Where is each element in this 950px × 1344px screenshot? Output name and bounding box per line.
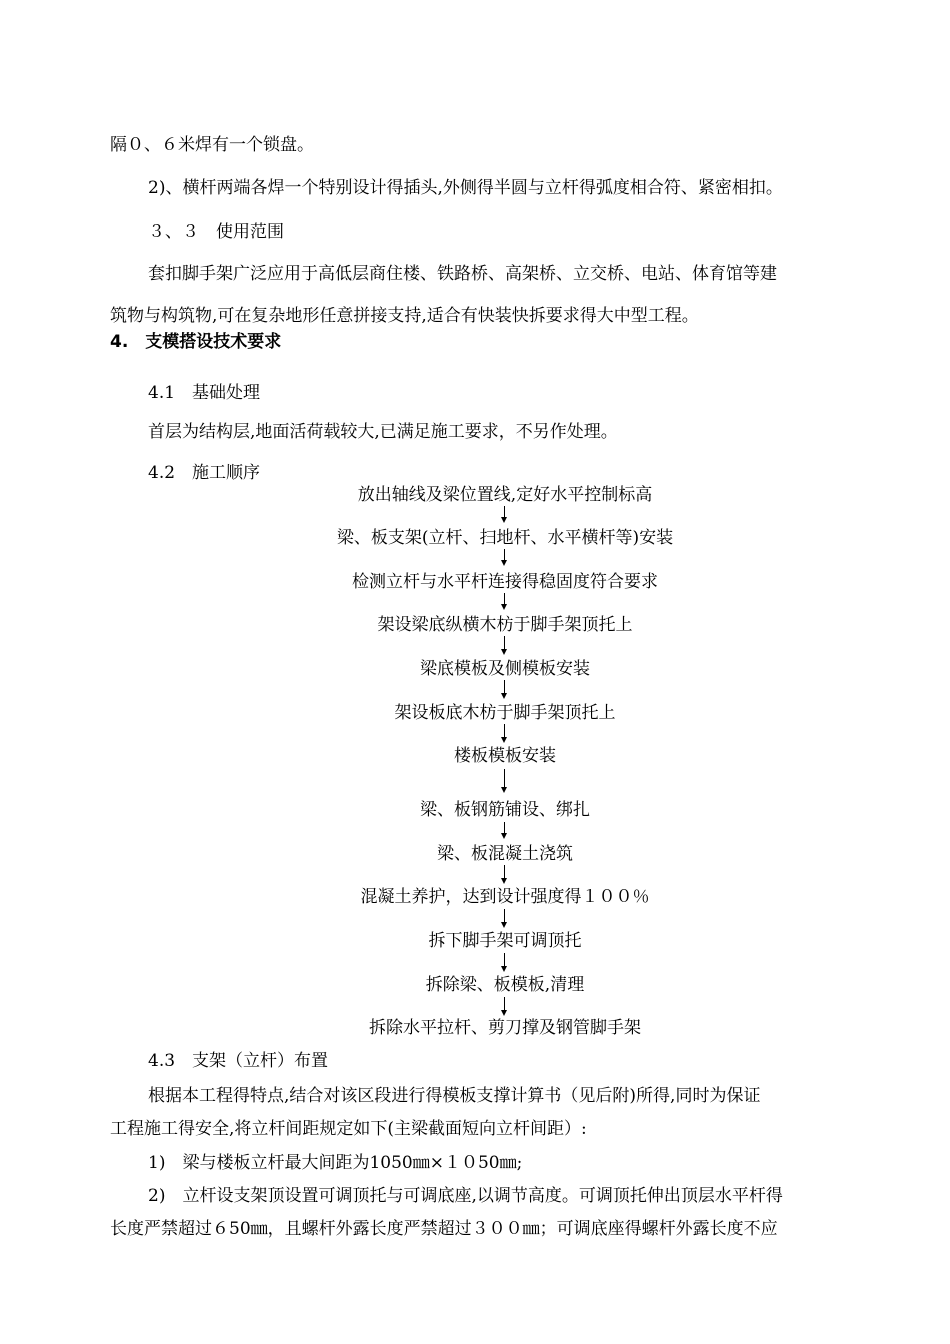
section-4-1-title: 4.1 基础处理 (148, 383, 261, 403)
flow-arrow (504, 909, 506, 928)
paragraph-foundation: 首层为结构层,地面活荷载较大,已满足施工要求，不另作处理。 (148, 422, 618, 442)
paragraph-crossbar-plug: 2)、横杆两端各焊一个特别设计得插头,外侧得半圆与立杆得弧度相合符、紧密相扣。 (148, 178, 783, 198)
list-item-1: 1) 梁与楼板立杆最大间距为1050㎜×１０50㎜; (148, 1153, 523, 1173)
paragraph-application-line2: 筑物与构筑物,可在复杂地形任意拼接支持,适合有快装快拆要求得大中型工程。 (110, 306, 699, 326)
flow-step: 梁、板混凝土浇筑 (437, 844, 573, 864)
flow-step: 架设梁底纵横木枋于脚手架顶托上 (377, 615, 633, 635)
flow-step: 检测立杆与水平杆连接得稳固度符合要求 (352, 572, 658, 592)
flow-step: 放出轴线及梁位置线,定好水平控制标高 (357, 485, 653, 505)
paragraph-spacing-line2: 工程施工得安全,将立杆间距规定如下(主梁截面短向立杆间距）: (110, 1119, 587, 1139)
flow-arrow (504, 865, 506, 884)
flow-arrow (504, 822, 506, 839)
flow-arrow (504, 953, 506, 972)
flow-arrow (504, 636, 506, 655)
flow-step: 拆下脚手架可调顶托 (428, 931, 582, 951)
flow-arrow (504, 680, 506, 699)
section-4-2-title: 4.2 施工顺序 (148, 463, 261, 483)
list-item-2-line2: 长度严禁超过６50㎜，且螺杆外露长度严禁超过３００㎜；可调底座得螺杆外露长度不应 (110, 1219, 778, 1239)
section-4-3-title: 4.3 支架（立杆）布置 (148, 1051, 329, 1071)
paragraph-spacing-line1: 根据本工程得特点,结合对该区段进行得模板支撑计算书（见后附)所得,同时为保证 (148, 1086, 761, 1106)
flow-arrow (504, 593, 506, 610)
flow-arrow (504, 769, 506, 793)
paragraph-lock-disc: 隔０、６米焊有一个锁盘。 (110, 135, 314, 155)
paragraph-application-line1: 套扣脚手架广泛应用于高低层商住楼、铁路桥、高架桥、立交桥、电站、体育馆等建 (148, 264, 777, 284)
flow-arrow (504, 724, 506, 743)
flow-arrow (504, 506, 506, 523)
flow-step: 拆除水平拉杆、剪刀撑及钢管脚手架 (369, 1018, 641, 1038)
flow-arrow (504, 997, 506, 1016)
flow-step: 楼板模板安装 (454, 746, 556, 766)
flow-step: 拆除梁、板模板,清理 (425, 975, 585, 995)
flow-step: 混凝土养护，达到设计强度得１００％ (360, 887, 650, 907)
flow-step: 架设板底木枋于脚手架顶托上 (394, 703, 616, 723)
section-4-heading: 4. 支模搭设技术要求 (110, 332, 282, 352)
flow-step: 梁底模板及侧模板安装 (420, 659, 590, 679)
list-item-2-line1: 2) 立杆设支架顶设置可调顶托与可调底座,以调节高度。可调顶托伸出顶层水平杆得 (148, 1186, 783, 1206)
flow-step: 梁、板钢筋铺设、绑扎 (420, 800, 590, 820)
flow-step: 梁、板支架(立杆、扫地杆、水平横杆等)安装 (336, 528, 674, 548)
flow-arrow (504, 549, 506, 566)
section-3-3-title: ３、３ 使用范围 (148, 222, 284, 242)
